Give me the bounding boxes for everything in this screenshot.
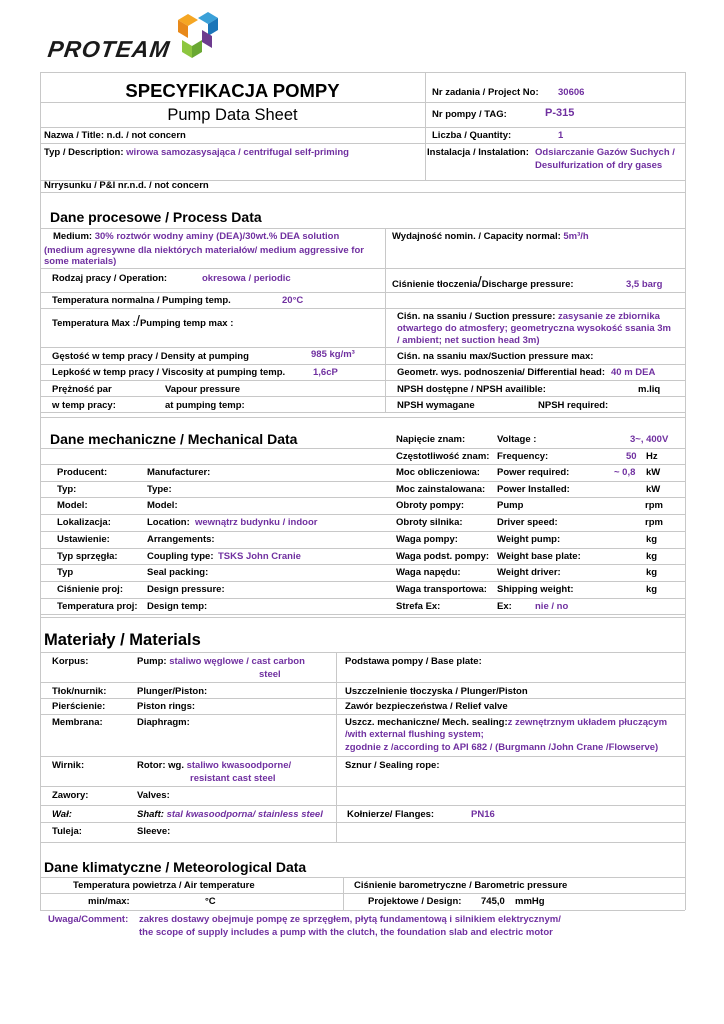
mech-left-pl: Ustawienie: (57, 534, 110, 545)
mech-row-divider (40, 598, 685, 599)
mech-seal-value-1: z zewnętrznym układem płuczącym (507, 717, 668, 728)
korpus-value-1: staliwo węglowe / cast carbon (169, 656, 305, 667)
type-label: Typ / Description: (44, 147, 124, 158)
mech-row-divider (40, 614, 685, 615)
plunger-seal: Uszczelnienie tłoczyska / Plunger/Piston (345, 686, 528, 697)
mech-right-pl: Moc zainstalowana: (396, 484, 486, 495)
valves-en: Valves: (137, 790, 170, 801)
shaft-pl: Wał: (52, 809, 72, 820)
installation-value-2: Desulfurization of dry gases (535, 160, 663, 171)
capacity-value: 5m³/h (563, 231, 589, 242)
vapour-label-a: Prężność par (52, 384, 112, 395)
viscosity-value: 1,6cP (313, 367, 338, 378)
capacity-row (392, 231, 589, 243)
logo (44, 10, 244, 66)
installation-value-1: Odsiarczanie Gazów Suchych / (535, 147, 675, 158)
density-label: Gęstość w temp pracy / Density at pumping (52, 351, 249, 362)
temp-max-label-b: Pumping temp max : (139, 318, 234, 329)
mech-row-divider (40, 481, 685, 482)
mech-right-unit: rpm (645, 517, 663, 528)
sleeve-en: Sleeve: (137, 826, 171, 837)
logo-text: PROTEAM (46, 36, 172, 62)
tag-label: Nr pompy / TAG: (432, 109, 507, 120)
plunger-en: Plunger/Piston: (137, 686, 208, 697)
mech-left-en: Type: (147, 484, 172, 495)
mech-row-divider (40, 548, 685, 549)
mech-left-pl: Ciśnienie proj: (57, 584, 123, 595)
mech-left-pl: Typ (57, 567, 74, 578)
mech-left-en: Design temp: (147, 601, 208, 612)
suction-label: Ciśn. na ssaniu / Suction pressure: (397, 311, 556, 322)
quantity-label: Liczba / Quantity: (432, 130, 512, 141)
discharge-label-a: Ciśnienie tłoczenia (392, 279, 478, 290)
suction-row (397, 311, 660, 323)
freq-pl: Częstotliwość znam: (396, 451, 490, 462)
viscosity-label: Lepkość w temp pracy / Viscosity at pumping temp. (52, 367, 286, 378)
npshr-label-a: NPSH wymagane (397, 400, 475, 411)
mech-right-pl: Waga pompy: (396, 534, 458, 545)
mech-right-en: Shipping weight: (497, 584, 574, 595)
vapour-label-d: at pumping temp: (165, 400, 245, 411)
mech-left-en: Location: (147, 517, 190, 528)
rings-en: Piston rings: (137, 701, 196, 712)
rotor-row (137, 760, 291, 772)
density-value: 985 kg/m³ (311, 349, 355, 360)
mech-right-pl: Obroty silnika: (396, 517, 463, 528)
mech-row-divider (40, 581, 685, 582)
mech-seal-value-3: zgodnie z /according to API 682 / (Burgmann /John Crane /Flowserve) (345, 742, 659, 753)
korpus-row (137, 656, 305, 668)
mech-right-unit: kg (646, 551, 658, 562)
type-row (44, 147, 349, 159)
mech-row-divider (40, 497, 685, 498)
membrane-pl: Membrana: (52, 717, 103, 728)
plunger-pl: Tłok/nurnik: (52, 686, 107, 697)
drawing-number: Nrrysunku / P&I nr.n.d. / not concern (44, 180, 209, 191)
temp-normal-label: Temperatura normalna / Pumping temp. (52, 295, 231, 306)
suction-max-label: Ciśn. na ssaniu max/Suction pressure max: (397, 351, 594, 362)
temp-normal-value: 20°C (282, 295, 304, 306)
mech-left-en: Seal packing: (147, 567, 209, 578)
mech-left-value: TSKS John Cranie (218, 551, 301, 562)
head-label: Geometr. wys. podnoszenia/ Differential head: (397, 367, 605, 378)
process-heading: Dane procesowe / Process Data (50, 209, 262, 225)
shaft-en: Shaft: (137, 809, 164, 820)
mech-left-pl: Typ sprzęgła: (57, 551, 118, 562)
freq-value: 50 (626, 451, 637, 462)
mech-right-pl: Moc obliczeniowa: (396, 467, 480, 478)
mech-right-value: ~ 0,8 (614, 467, 636, 478)
minmax-label: min/max: (88, 896, 130, 907)
mech-seal-row (345, 717, 667, 729)
design-label: Projektowe / Design: (368, 896, 462, 907)
operation-value: okresowa / periodic (202, 273, 291, 284)
membrane-en: Diaphragm: (137, 717, 190, 728)
flanges-value: PN16 (471, 809, 495, 820)
deg-unit: °C (205, 896, 216, 907)
mech-right-pl: Waga transportowa: (396, 584, 487, 595)
suction-value-2: otwartego do atmosfery; geometryczna wysokość ssania 3m (397, 323, 672, 334)
medium-value: 30% roztwór wodny aminy (DEA)/30wt.% DEA solution (94, 231, 340, 242)
mech-right-en: Weight driver: (497, 567, 561, 578)
project-value: 30606 (558, 87, 585, 98)
mech-left-en: Manufacturer: (147, 467, 211, 478)
rotor-value-1: staliwo kwasoodporne/ (186, 760, 292, 771)
mech-right-unit: kW (646, 467, 661, 478)
mech-right-value: nie / no (535, 601, 569, 612)
korpus-en: Pump: (137, 656, 167, 667)
discharge-value: 3,5 barg (626, 279, 663, 290)
mech-left-en: Arrangements: (147, 534, 215, 545)
voltage-en: Voltage : (497, 434, 537, 445)
korpus-pl: Korpus: (52, 656, 89, 667)
mech-left-pl: Model: (57, 500, 88, 511)
mech-right-en: Power Installed: (497, 484, 570, 495)
mech-right-en: Weight pump: (497, 534, 561, 545)
mech-left-en: Coupling type: (147, 551, 214, 562)
mech-right-pl: Waga podst. pompy: (396, 551, 490, 562)
rotor-en: Rotor: wg. (137, 760, 184, 771)
suction-value-3: / ambient; net suction head 3m) (397, 335, 540, 346)
suction-value-1: zasysanie ze zbiornika (558, 311, 660, 322)
barometric-label: Ciśnienie barometryczne / Barometric pressure (354, 880, 568, 891)
project-label: Nr zadania / Project No: (432, 87, 539, 98)
freq-en: Frequency: (497, 451, 549, 462)
sealing-rope: Sznur / Sealing rope: (345, 760, 440, 771)
discharge-row: Ciśnienie tłoczenia/Discharge pressure: (392, 274, 574, 291)
air-temp-label: Temperatura powietrza / Air temperature (73, 880, 255, 891)
mech-right-pl: Strefa Ex: (396, 601, 441, 612)
rotor-value-2: resistant cast steel (190, 773, 276, 784)
shaft-value: stal kwasoodporna/ stainless steel (166, 809, 323, 820)
medium-label: Medium: (53, 231, 93, 242)
operation-label: Rodzaj pracy / Operation: (52, 273, 168, 284)
quantity-value: 1 (558, 130, 564, 141)
mech-right-en: Weight base plate: (497, 551, 581, 562)
shaft-row (137, 809, 323, 821)
mech-right-en: Power required: (497, 467, 570, 478)
meteo-heading: Dane klimatyczne / Meteorological Data (44, 859, 307, 875)
mech-right-unit: kg (646, 584, 658, 595)
mech-right-pl: Waga napędu: (396, 567, 461, 578)
tag-value: P-315 (545, 107, 575, 119)
mech-row-divider (40, 514, 685, 515)
mech-row-divider (40, 531, 685, 532)
discharge-label-b: Discharge pressure: (481, 279, 574, 290)
title-pl: SPECYFIKACJA POMPY (125, 80, 340, 101)
mech-right-unit: kg (646, 534, 658, 545)
design-unit: mmHg (515, 896, 545, 907)
mech-left-en: Design pressure: (147, 584, 225, 595)
mechanical-heading: Dane mechaniczne / Mechanical Data (50, 431, 298, 447)
rotor-pl: Wirnik: (52, 760, 85, 771)
mech-right-en: Ex: (497, 601, 512, 612)
npsha-unit: m.liq (638, 384, 661, 395)
design-value: 745,0 (481, 896, 505, 907)
mech-left-pl: Typ: (57, 484, 77, 495)
freq-unit: Hz (646, 451, 658, 462)
mech-seal-label: Uszcz. mechaniczne/ Mech. sealing: (345, 717, 508, 728)
mech-right-en: Driver speed: (497, 517, 558, 528)
mech-left-pl: Producent: (57, 467, 108, 478)
comment-line-2: the scope of supply includes a pump with the clutch, the foundation slab and electric motor (139, 927, 553, 938)
sleeve-pl: Tuleja: (52, 826, 82, 837)
vapour-label-b: Vapour pressure (165, 384, 240, 395)
installation-label: Instalacja / Instalation: (427, 147, 529, 158)
materials-heading: Materiały / Materials (44, 631, 201, 649)
korpus-value-2: steel (259, 669, 281, 680)
npshr-label-b: NPSH required: (538, 400, 609, 411)
logo-cubes-icon (172, 10, 232, 62)
title-row: Nazwa / Title: n.d. / not concern (44, 130, 186, 141)
relief-valve: Zawór bezpieczeństwa / Relief valve (345, 701, 508, 712)
voltage-pl: Napięcie znam: (396, 434, 466, 445)
temp-max-row: Temperatura Max :/Pumping temp max : (52, 313, 234, 330)
valves-pl: Zawory: (52, 790, 89, 801)
mech-right-unit: kg (646, 567, 658, 578)
mech-right-pl: Obroty pompy: (396, 500, 465, 511)
voltage-value: 3~, 400V (630, 434, 669, 445)
capacity-label: Wydajność nomin. / Capacity normal: (392, 231, 561, 242)
npsha-label: NPSH dostępne / NPSH availible: (397, 384, 546, 395)
mech-left-pl: Temperatura proj: (57, 601, 138, 612)
mech-row-divider (40, 564, 685, 565)
medium-note-1: (medium agresywne dla niektórych materiałów/ medium aggressive for (44, 245, 364, 256)
comment-label: Uwaga/Comment: (48, 914, 129, 925)
flanges-label: Kołnierze/ Flanges: (347, 809, 435, 820)
mech-left-en: Model: (147, 500, 178, 511)
vapour-label-c: w temp pracy: (52, 400, 116, 411)
mech-left-value: wewnątrz budynku / indoor (195, 517, 318, 528)
mech-left-pl: Lokalizacja: (57, 517, 111, 528)
mech-seal-value-2: /with external flushing system; (345, 729, 484, 740)
mech-right-unit: rpm (645, 500, 663, 511)
rings-pl: Pierścienie: (52, 701, 106, 712)
head-value: 40 m DEA (611, 367, 656, 378)
medium-row (53, 231, 339, 243)
type-value: wirowa samozasysająca / centrifugal self-priming (126, 147, 349, 158)
medium-note-2: some materials) (44, 256, 117, 267)
temp-max-label-a: Temperatura Max : (52, 318, 136, 329)
base-plate: Podstawa pompy / Base plate: (345, 656, 482, 667)
title-en: Pump Data Sheet (167, 106, 298, 124)
comment-line-1: zakres dostawy obejmuje pompę ze sprzęgłem, płytą fundamentową i silnikiem elektrycznym/ (139, 914, 561, 925)
mech-right-en: Pump (497, 500, 524, 511)
mech-right-unit: kW (646, 484, 661, 495)
